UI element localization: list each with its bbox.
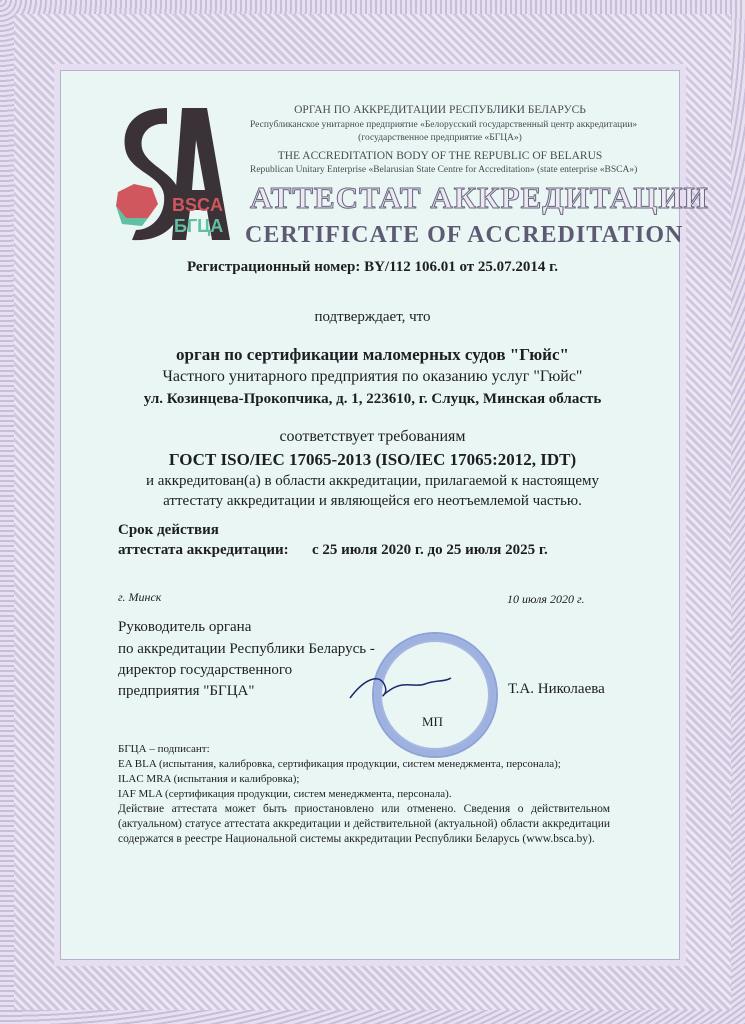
stamp-mark: МП (422, 714, 443, 729)
footer-notice: Действие аттестата может быть приостановлено или отменено. Сведения о действительном (актуальном) статусе аттестата аккредитации и действительной (актуальной) области аккредитации содержатся в реестре Национальной системы аккредитации Республики Беларусь (www.bsca.by). (118, 803, 610, 845)
complies-text: соответствует требованиям (279, 428, 466, 445)
enterprise-en: Republican Unitary Enterprise «Belarusian State Centre for Accreditation» (state enterprise «BSCA») (250, 165, 638, 175)
validity-label-2: аттестата аккредитации: (118, 542, 289, 558)
title-en: CERTIFICATE OF ACCREDITATION (245, 222, 684, 248)
logo (112, 100, 230, 245)
footer-ilac: ILAC MRA (испытания и калибровка); (118, 773, 300, 785)
logo-latin: BSCA (172, 195, 224, 215)
signature-icon (345, 668, 455, 708)
address: ул. Козинцева-Прокопчика, д. 1, 223610, г. Слуцк, Минская область (143, 391, 602, 407)
signatory-name: Т.А. Николаева (508, 681, 605, 697)
footer-ea: EA BLA (испытания, калибровка, сертификация продукции, систем менеджмента, персонала); (118, 758, 561, 770)
body-name: орган по сертификации маломерных судов "Гюйс" (176, 345, 569, 364)
enterprise-ru: Республиканское унитарное предприятие «Белорусский государственный центр аккредитации» (250, 120, 638, 130)
validity-value: с 25 июля 2020 г. до 25 июля 2025 г. (312, 542, 548, 558)
footer-iaf: IAF MLA (сертификация продукции, систем менеджмента, персонала). (118, 788, 452, 800)
logo-cyrillic: БГЦА (174, 216, 224, 236)
signatory-line-2: по аккредитации Республики Беларусь - (118, 641, 375, 657)
footer-signatory-of: БГЦА – подписант: (118, 743, 210, 755)
registration-number: Регистрационный номер: BY/112 106.01 от 25.07.2014 г. (186, 259, 559, 275)
enterprise-short-ru: (государственное предприятие «БГЦА») (358, 133, 522, 143)
signatory-line-3: директор государственного (118, 662, 293, 678)
signatory-line-1: Руководитель органа (118, 619, 252, 635)
signatory-line-4: предприятия "БГЦА" (118, 683, 255, 699)
validity-label-1: Срок действия (118, 522, 219, 538)
date: 10 июля 2020 г. (507, 592, 585, 606)
org-name-en: THE ACCREDITATION BODY OF THE REPUBLIC OF BELARUS (277, 150, 603, 162)
standard: ГОСТ ISO/IEC 17065-2013 (ISO/IEC 17065:2012, IDT) (168, 450, 577, 469)
org-name-ru: ОРГАН ПО АККРЕДИТАЦИИ РЕСПУБЛИКИ БЕЛАРУСЬ (294, 104, 586, 116)
scope-line-1: и аккредитован(а) в области аккредитации, прилагаемой к настоящему (146, 473, 599, 489)
confirms-text: подтверждает, что (314, 309, 431, 325)
scope-line-2: аттестату аккредитации и являющейся его неотъемлемой частью. (163, 493, 582, 509)
place: г. Минск (118, 590, 162, 604)
title-ru: АТТЕСТАТ АККРЕДИТАЦИИ (250, 180, 709, 215)
company-name: Частного унитарного предприятия по оказанию услуг "Гюйс" (162, 368, 583, 385)
